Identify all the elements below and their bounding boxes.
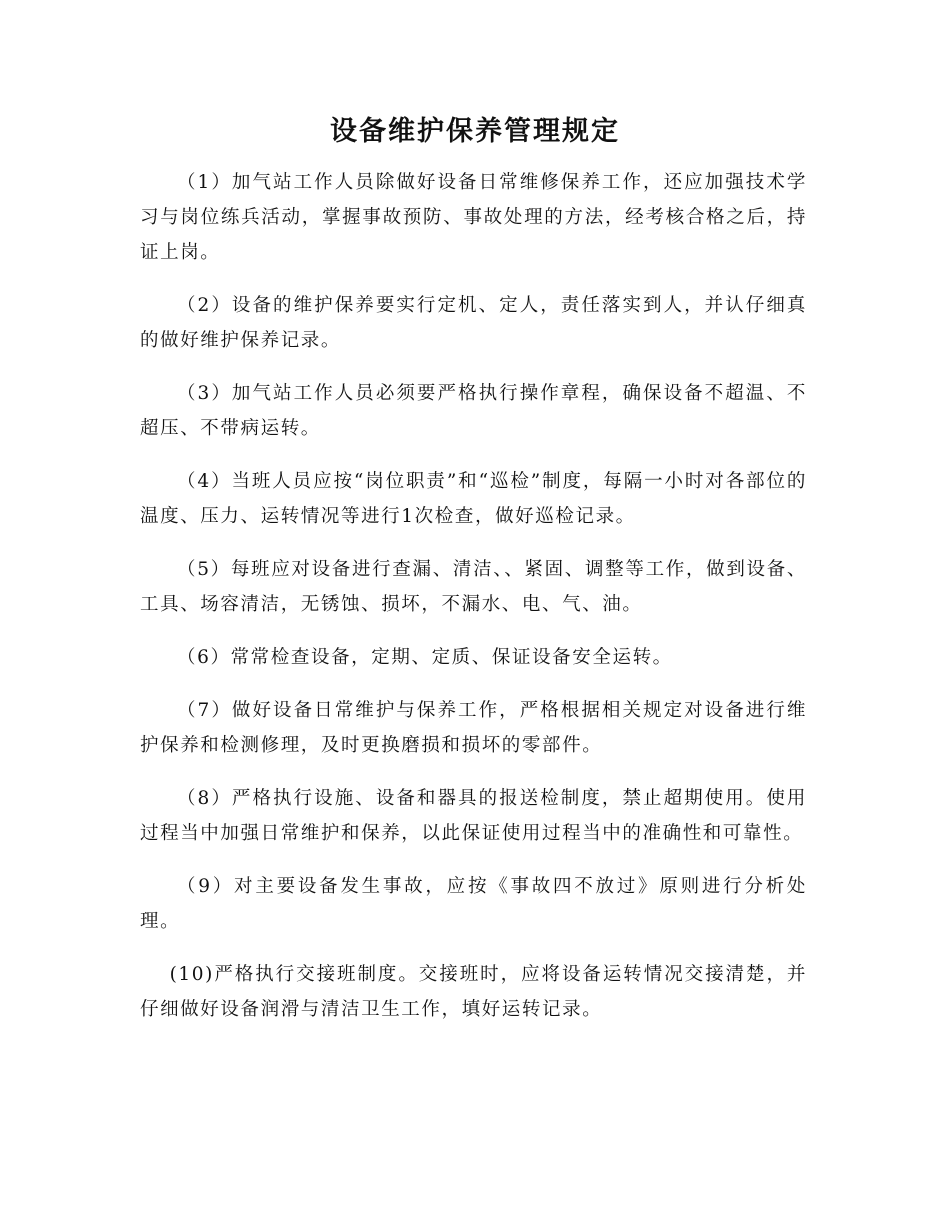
paragraph-7: （7）做好设备日常维护与保养工作，严格根据相关规定对设备进行维护保养和检测修理，及时更换磨损和损坏的零部件。 <box>140 700 807 756</box>
paragraph-6: （6）常常检查设备，定期、定质、保证设备安全运转。 <box>177 647 673 668</box>
document-body <box>140 165 807 1045</box>
paragraph-2: （2）设备的维护保养要实行定机、定人，责任落实到人，并认仔细真的做好维护保养记录。 <box>140 295 807 351</box>
paragraph-1: （1）加气站工作人员除做好设备日常维修保养工作，还应加强技术学习与岗位练兵活动，掌握事故预防、事故处理的方法，经考核合格之后，持证上岗。 <box>140 172 807 263</box>
paragraph-3: （3）加气站工作人员必须要严格执行操作章程，确保设备不超温、不超压、不带病运转。 <box>140 383 807 439</box>
paragraph-5: （5）每班应对设备进行查漏、清洁、、紧固、调整等工作，做到设备、工具、场容清洁，无锈蚀、损坏，不漏水、电、气、油。 <box>140 559 807 615</box>
paragraph-10: (10)严格执行交接班制度。交接班时，应将设备运转情况交接清楚，并仔细做好设备润滑与清洁卫生工作，填好运转记录。 <box>140 964 807 1020</box>
paragraph-4: （4）当班人员应按“岗位职责”和“巡检”制度，每隔一小时对各部位的温度、压力、运转情况等进行1次检查，做好巡检记录。 <box>140 471 807 527</box>
paragraph-9: （9）对主要设备发生事故，应按《事故四不放过》原则进行分析处理。 <box>140 876 807 932</box>
paragraph-8: （8）严格执行设施、设备和器具的报送检制度，禁止超期使用。使用过程当中加强日常维护和保养，以此保证使用过程当中的准确性和可靠性。 <box>140 788 807 844</box>
document-title: 设备维护保养管理规定 <box>330 116 620 147</box>
